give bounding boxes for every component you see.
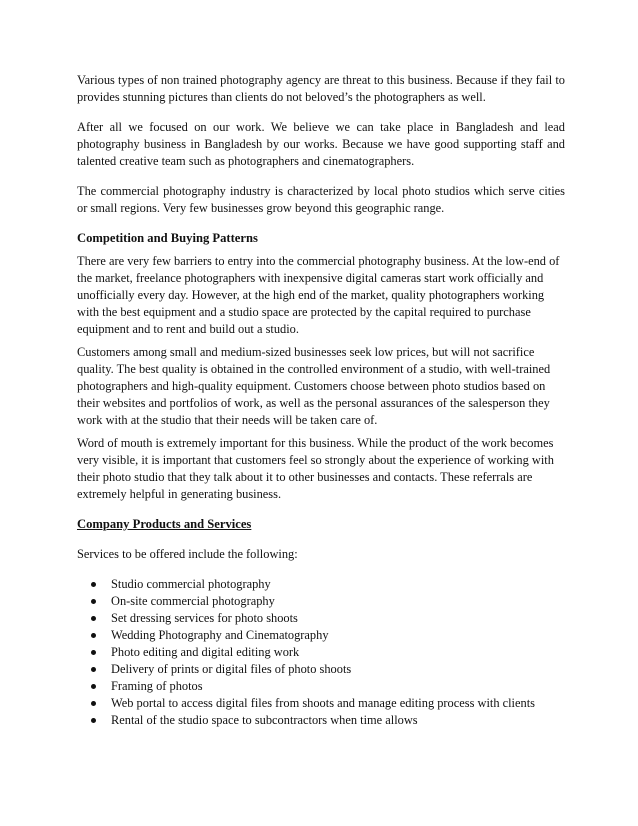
list-item-text: Web portal to access digital files from shoots and manage editing process with clients [111, 696, 535, 710]
list-item-text: Set dressing services for photo shoots [111, 611, 298, 625]
list-item-text: Framing of photos [111, 679, 203, 693]
services-list [77, 576, 565, 729]
list-item [77, 678, 565, 695]
list-item [77, 661, 565, 678]
bullet-icon [91, 667, 96, 672]
document-body [77, 72, 565, 729]
list-item [77, 593, 565, 610]
list-item-text: Photo editing and digital editing work [111, 645, 300, 659]
bullet-icon [91, 616, 96, 621]
bullet-icon [91, 718, 96, 723]
paragraph-industry: The commercial photography industry is characterized by local photo studios which serve cities or small regions. Very few businesses grow beyond this geographic range. [77, 184, 565, 215]
list-item-text: Delivery of prints or digital files of photo shoots [111, 662, 352, 676]
bullet-icon [91, 684, 96, 689]
products-heading: Company Products and Services [77, 517, 252, 531]
paragraph-threats: Various types of non trained photography agency are threat to this business. Because if they fail to provides stunning pictures than clients do not beloved’s the photographers as well. [77, 73, 565, 104]
paragraph-barriers: There are very few barriers to entry into the commercial photography business. At the low-end of the market, freelance photographers with inexpensive digital cameras start work officially and unofficially every day. However, at the high end of the market, quality photographers working with the best equipment and a studio space are protected by the capital required to purchase equipment and to rent and build out a studio. [77, 254, 560, 336]
list-item-text: Studio commercial photography [111, 577, 271, 591]
bullet-icon [91, 650, 96, 655]
paragraph-customers: Customers among small and medium-sized businesses seek low prices, but will not sacrifice quality. The best quality is obtained in the controlled environment of a studio, with well-trained photographers and high-quality equipment. Customers choose between photo studios based on their websites and portfolios of work, as well as the personal assurances of the salesperson they work with at the studio that their needs will be taken care of. [77, 345, 551, 427]
paragraph-word-of-mouth: Word of mouth is extremely important for this business. While the product of the work becomes very visible, it is important that customers feel so strongly about the experience of working with their photo studio that they talk about it to other businesses and contacts. These referrals are extremely helpful in generating business. [77, 436, 554, 501]
list-item [77, 644, 565, 661]
bullet-icon [91, 633, 96, 638]
list-item [77, 695, 565, 712]
paragraph-focus: After all we focused on our work. We believe we can take place in Bangladesh and lead photography business in Bangladesh by our works. Because we have good supporting staff and talented creative team such as photographers and cinematographers. [77, 120, 565, 168]
list-item [77, 712, 565, 729]
bullet-icon [91, 701, 96, 706]
list-item-text: On-site commercial photography [111, 594, 275, 608]
bullet-icon [91, 599, 96, 604]
list-item [77, 576, 565, 593]
list-item [77, 610, 565, 627]
list-item [77, 627, 565, 644]
bullet-icon [91, 582, 96, 587]
list-item-text: Wedding Photography and Cinematography [111, 628, 329, 642]
services-intro: Services to be offered include the following: [77, 547, 298, 561]
list-item-text: Rental of the studio space to subcontractors when time allows [111, 713, 418, 727]
competition-heading: Competition and Buying Patterns [77, 231, 258, 245]
